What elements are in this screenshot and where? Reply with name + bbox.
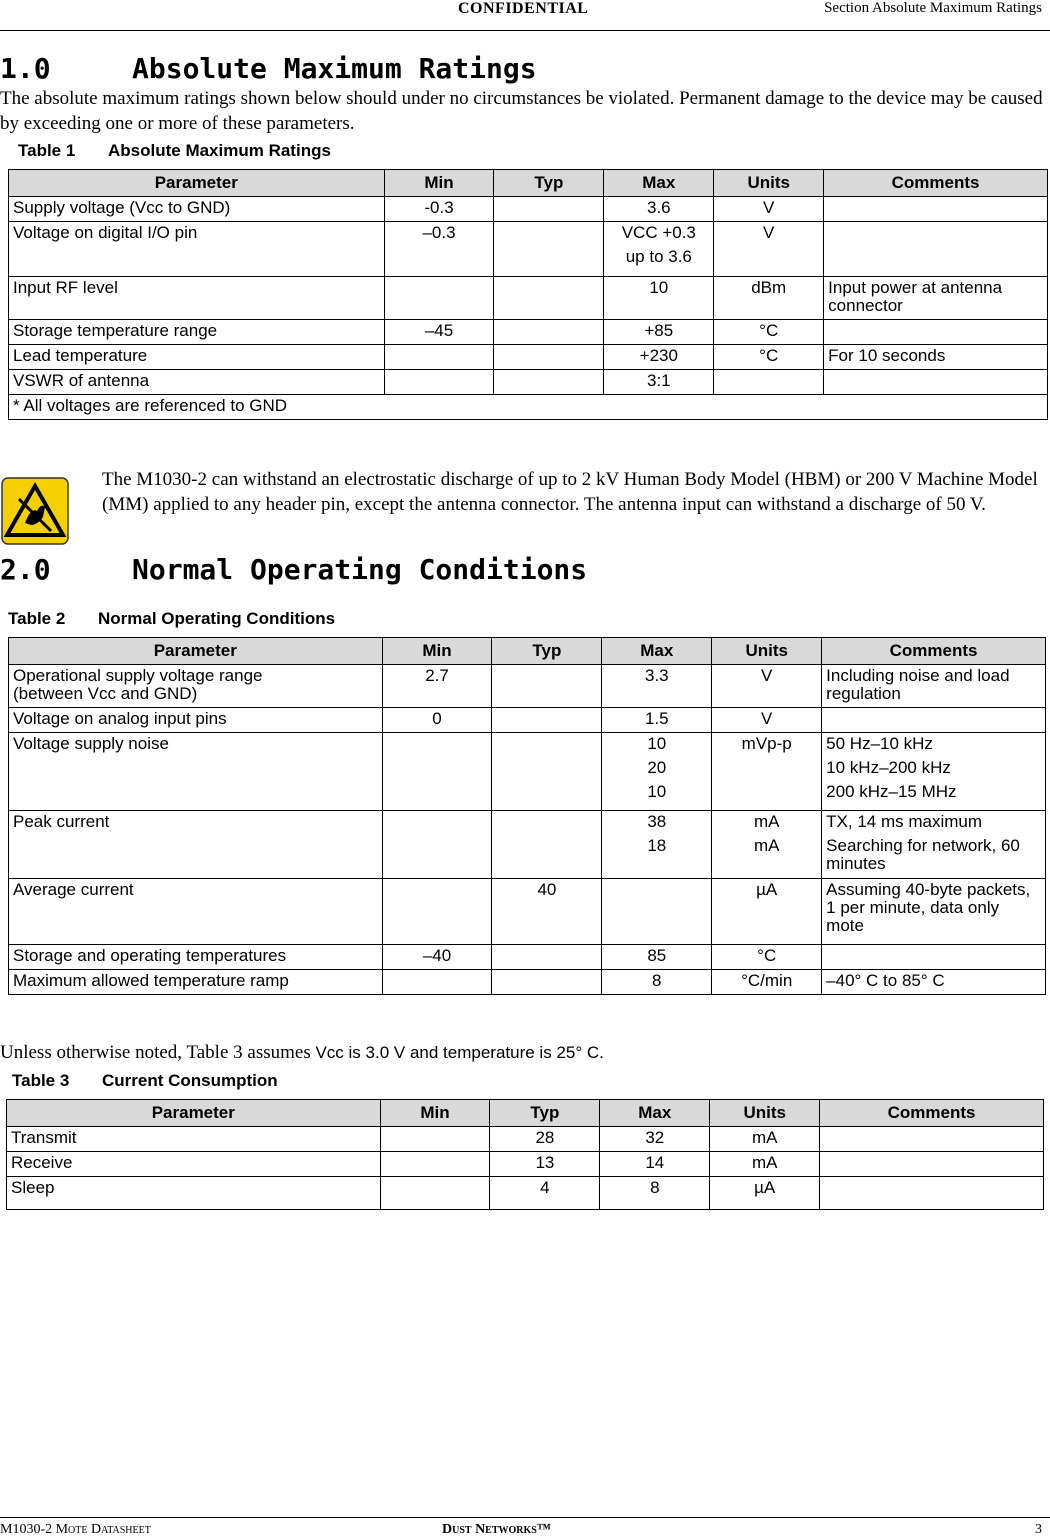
- confidential-label: CONFIDENTIAL: [458, 0, 589, 17]
- cell-line: 50 Hz–10 kHz: [826, 734, 933, 753]
- table-2-title: Normal Operating Conditions: [98, 609, 336, 628]
- table-cell: 40: [492, 879, 602, 945]
- cell-line: Storage and operating temperatures: [13, 946, 287, 965]
- column-header: Typ: [492, 638, 602, 665]
- table-cell: [602, 970, 712, 995]
- table-2-header-row: [9, 638, 1046, 665]
- table-cell: [712, 945, 822, 970]
- footer-company: Dust Networks™: [442, 1522, 551, 1537]
- column-header: Min: [384, 170, 494, 197]
- cell-line: 38: [647, 812, 667, 831]
- table-cell: [822, 733, 1046, 811]
- table-cell: [602, 733, 712, 811]
- table-cell: [494, 370, 604, 395]
- table-cell: °C: [714, 345, 824, 370]
- table-cell: mA: [710, 1127, 820, 1152]
- cell-line: V: [761, 709, 773, 728]
- table-cell: [382, 879, 492, 945]
- column-header: Min: [380, 1100, 490, 1127]
- table-cell: [382, 733, 492, 811]
- table-cell: 28: [490, 1127, 600, 1152]
- table-cell: [822, 708, 1046, 733]
- table-row: [7, 1177, 1044, 1210]
- table-cell: [492, 811, 602, 879]
- table-cell: [602, 811, 712, 879]
- table-cell: [380, 1177, 490, 1210]
- cell-line: 85: [647, 946, 667, 965]
- cell-line: 10: [647, 734, 667, 753]
- table-3-title: Current Consumption: [102, 1071, 278, 1090]
- table-cell: For 10 seconds: [824, 345, 1048, 370]
- table-row: [9, 733, 1046, 811]
- cell-line: 8: [652, 971, 662, 990]
- section-1-number: 1.0: [0, 52, 51, 85]
- table-cell: [494, 345, 604, 370]
- table-row: [9, 222, 1048, 277]
- table-2: [8, 637, 1046, 995]
- table-cell: [9, 733, 383, 811]
- column-header: Typ: [490, 1100, 600, 1127]
- max-limit-value: up to 3.6: [625, 247, 692, 266]
- table-cell: [712, 811, 822, 879]
- table-cell: dBm: [714, 277, 824, 320]
- table-row: [9, 970, 1046, 995]
- table-1-title: Absolute Maximum Ratings: [108, 141, 331, 160]
- table-3: [6, 1099, 1044, 1210]
- table-row: [9, 277, 1048, 320]
- table-cell: Storage temperature range: [9, 320, 385, 345]
- column-header: Parameter: [7, 1100, 381, 1127]
- table-cell: [384, 370, 494, 395]
- table-row: [9, 665, 1046, 708]
- table-cell: mA: [710, 1152, 820, 1177]
- cell-line: Assuming 40-byte packets, 1 per minute, data only mote: [826, 880, 1031, 935]
- column-header: Comments: [822, 638, 1046, 665]
- table-cell: [820, 1127, 1044, 1152]
- column-header: Parameter: [9, 170, 385, 197]
- table-cell: [712, 970, 822, 995]
- table-cell: [712, 665, 822, 708]
- table-cell: [9, 708, 383, 733]
- cell-line: Including noise and load regulation: [826, 666, 1010, 703]
- section-1-intro: The absolute maximum ratings shown below should under no circumstances be violated. Permanent damage to the device may be caused by exceeding one or more of these parameters.: [0, 88, 1043, 134]
- table-cell: [492, 733, 602, 811]
- table-cell: [822, 665, 1046, 708]
- table-cell: °C: [714, 320, 824, 345]
- table-cell: [714, 370, 824, 395]
- table-2-label: Table 2: [8, 609, 66, 628]
- table-cell: [602, 945, 712, 970]
- table-cell: Input RF level: [9, 277, 385, 320]
- table-cell: [9, 879, 383, 945]
- table-cell: [824, 197, 1048, 222]
- column-header: Units: [710, 1100, 820, 1127]
- column-header: Units: [712, 638, 822, 665]
- table-cell: [602, 708, 712, 733]
- cell-line: 1.5: [644, 709, 669, 728]
- table-1-caption: [18, 141, 331, 161]
- table-cell: Transmit: [7, 1127, 381, 1152]
- table-cell: Supply voltage (Vcc to GND): [9, 197, 385, 222]
- cell-line: Voltage on analog input pins: [13, 709, 227, 728]
- table-row: [7, 1152, 1044, 1177]
- cell-line: °C/min: [741, 971, 793, 990]
- table-cell: [602, 665, 712, 708]
- table-row: [7, 1127, 1044, 1152]
- column-header: Min: [382, 638, 492, 665]
- table-cell: [382, 811, 492, 879]
- table-3-caption: [12, 1071, 278, 1091]
- table-3-label: Table 3: [12, 1071, 70, 1090]
- table-cell: –45: [384, 320, 494, 345]
- cell-line: 3.3: [644, 666, 669, 685]
- cell-line: mA: [753, 836, 780, 855]
- table-cell: [384, 277, 494, 320]
- table-cell: [820, 1177, 1044, 1210]
- table-cell: [822, 970, 1046, 995]
- esd-paragraph: The M1030-2 can withstand an electrostatic discharge of up to 2 kV Human Body Model (HBM) or 200 V Machine Model (MM) applied to any header pin, except the antenna connector. The antenna input can withstand a discharge of 50 V.: [102, 469, 1038, 515]
- running-section-title: Section Absolute Maximum Ratings: [824, 0, 1042, 16]
- cell-line: 10: [647, 782, 667, 801]
- table-cell: [494, 277, 604, 320]
- column-header: Comments: [820, 1100, 1044, 1127]
- footer-page-number: 3: [1035, 1522, 1042, 1537]
- table-cell: [380, 1152, 490, 1177]
- table-cell: Input power at antenna connector: [824, 277, 1048, 320]
- section-1-heading: [0, 52, 537, 85]
- table-row: [9, 708, 1046, 733]
- cell-line: Voltage supply noise: [13, 734, 169, 753]
- table-row: [9, 811, 1046, 879]
- cell-line: –40° C to 85° C: [826, 971, 945, 990]
- table-cell: [9, 945, 383, 970]
- table-cell: 14: [600, 1152, 710, 1177]
- table-cell: [492, 665, 602, 708]
- table-3-header-row: [7, 1100, 1044, 1127]
- cell-line: Peak current: [13, 812, 110, 831]
- table-cell: [492, 945, 602, 970]
- cell-line: mVp-p: [741, 734, 792, 753]
- table-row: [9, 370, 1048, 395]
- table-cell: [494, 320, 604, 345]
- table-cell: +85: [604, 320, 714, 345]
- section-2-title: Normal Operating Conditions: [132, 553, 588, 586]
- table-cell: [9, 665, 383, 708]
- table-2-caption: [8, 609, 335, 629]
- column-header: Units: [714, 170, 824, 197]
- table-cell: 3.6: [604, 197, 714, 222]
- table-cell: [494, 222, 604, 277]
- column-header: Max: [600, 1100, 710, 1127]
- table-cell: -0.3: [384, 197, 494, 222]
- table-cell: [712, 733, 822, 811]
- section-2-heading: [0, 553, 587, 586]
- table-cell: [822, 879, 1046, 945]
- section-1-title: Absolute Maximum Ratings: [132, 52, 537, 85]
- cell-line: µA: [756, 880, 778, 899]
- table-cell: 8: [600, 1177, 710, 1210]
- table-cell: [822, 811, 1046, 879]
- section-2-number: 2.0: [0, 553, 51, 586]
- cell-line: mA: [753, 812, 780, 831]
- column-header: Typ: [494, 170, 604, 197]
- table-row: [9, 197, 1048, 222]
- table-row: [9, 879, 1046, 945]
- table-cell: [9, 811, 383, 879]
- table-cell: [824, 320, 1048, 345]
- table-cell: [712, 879, 822, 945]
- table-cell: +230: [604, 345, 714, 370]
- table-1-footnote: * All voltages are referenced to GND: [9, 395, 1048, 420]
- table-cell: 13: [490, 1152, 600, 1177]
- cell-line: Maximum allowed temperature ramp: [13, 971, 289, 990]
- table-cell: [492, 970, 602, 995]
- table-cell: V: [714, 197, 824, 222]
- table-cell: [824, 222, 1048, 277]
- cell-line: (between Vcc and GND): [13, 684, 198, 703]
- cell-line: V: [761, 666, 773, 685]
- column-header: Parameter: [9, 638, 383, 665]
- table-cell: µA: [710, 1177, 820, 1210]
- table-cell: V: [714, 222, 824, 277]
- table-row: [9, 320, 1048, 345]
- column-header: Max: [604, 170, 714, 197]
- cell-line: TX, 14 ms maximum: [826, 812, 983, 831]
- table-cell: Lead temperature: [9, 345, 385, 370]
- table-cell: [820, 1152, 1044, 1177]
- table-1: [8, 169, 1048, 420]
- table-cell: Voltage on digital I/O pin: [9, 222, 385, 277]
- max-vcc-value: VCC +0.3: [621, 223, 696, 242]
- table-cell: 2.7: [382, 665, 492, 708]
- table-cell: Receive: [7, 1152, 381, 1177]
- table-3-note-conditions: Vcc is 3.0 V and temperature is 25° C.: [315, 1043, 604, 1062]
- table-cell: VSWR of antenna: [9, 370, 385, 395]
- table-cell: 4: [490, 1177, 600, 1210]
- table-cell: [9, 970, 383, 995]
- cell-line: Searching for network, 60 minutes: [826, 836, 1020, 873]
- cell-line: 200 kHz–15 MHz: [826, 782, 957, 801]
- table-cell: Sleep: [7, 1177, 381, 1210]
- column-header: Max: [602, 638, 712, 665]
- cell-line: °C: [757, 946, 777, 965]
- table-3-note: [0, 1040, 604, 1065]
- table-cell: –40: [382, 945, 492, 970]
- table-cell: [380, 1127, 490, 1152]
- table-cell: [712, 708, 822, 733]
- footer-document-title: M1030-2 Mote Datasheet: [0, 1522, 151, 1537]
- column-header: Comments: [824, 170, 1048, 197]
- cell-line: Operational supply voltage range: [13, 666, 263, 685]
- table-cell: 3:1: [604, 370, 714, 395]
- table-cell: 32: [600, 1127, 710, 1152]
- table-cell: [822, 945, 1046, 970]
- cell-line: 20: [647, 758, 667, 777]
- table-cell: [492, 708, 602, 733]
- esd-warning-icon: [1, 477, 69, 545]
- page-footer: [0, 1517, 1050, 1518]
- cell-line: Average current: [13, 880, 134, 899]
- table-cell: 10: [604, 277, 714, 320]
- table-cell: [384, 345, 494, 370]
- table-cell: [494, 197, 604, 222]
- table-cell: 0: [382, 708, 492, 733]
- table-row: [9, 345, 1048, 370]
- table-footnote-row: [9, 395, 1048, 420]
- cell-line: 18: [647, 836, 667, 855]
- table-cell: [604, 222, 714, 277]
- table-cell: [824, 370, 1048, 395]
- table-1-label: Table 1: [18, 141, 76, 160]
- table-cell: –0.3: [384, 222, 494, 277]
- table-3-note-prefix: Unless otherwise noted, Table 3 assumes: [0, 1042, 316, 1063]
- table-row: [9, 945, 1046, 970]
- table-cell: [382, 970, 492, 995]
- cell-line: 10 kHz–200 kHz: [826, 758, 951, 777]
- table-1-header-row: [9, 170, 1048, 197]
- table-cell: [602, 879, 712, 945]
